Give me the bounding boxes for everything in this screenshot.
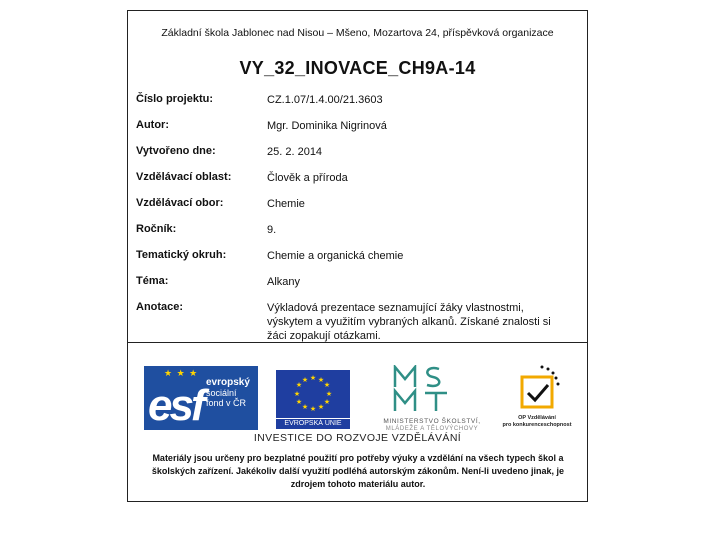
info-value: Chemie a organická chemie xyxy=(267,250,404,262)
info-row-subject xyxy=(136,197,581,223)
op-logo xyxy=(498,363,576,433)
eu-logo xyxy=(276,370,350,430)
info-row-topic xyxy=(136,275,581,301)
msmt-mark xyxy=(391,365,471,419)
info-row-area xyxy=(136,171,581,197)
op-emblem-icon xyxy=(498,363,576,413)
info-label: Ročník: xyxy=(136,223,177,235)
info-row-project xyxy=(136,93,581,119)
svg-text:★: ★ xyxy=(325,390,333,398)
msmt-line2: MLÁDEŽE A TĚLOVÝCHOVY xyxy=(385,426,479,432)
op-line1: OP Vzdělávání xyxy=(518,415,556,421)
logo-strip xyxy=(128,353,587,433)
svg-text:★: ★ xyxy=(295,398,303,406)
esf-line1: evropský xyxy=(206,377,250,388)
msmt-logo xyxy=(373,365,491,433)
svg-text:★: ★ xyxy=(295,381,303,389)
eu-caption: EVROPSKÁ UNIE xyxy=(276,419,350,429)
info-value: 25. 2. 2014 xyxy=(267,146,323,158)
info-label: Téma: xyxy=(136,275,169,287)
esf-line3: fond v ČR xyxy=(206,398,247,408)
svg-text:★: ★ xyxy=(309,405,317,413)
info-label: Vytvořeno dne: xyxy=(136,145,216,157)
svg-text:★: ★ xyxy=(317,403,325,411)
info-value: Mgr. Dominika Nigrinová xyxy=(267,120,387,132)
info-label: Anotace: xyxy=(136,301,184,313)
svg-text:★: ★ xyxy=(293,390,301,398)
info-label: Vzdělávací oblast: xyxy=(136,171,232,183)
project-info-table xyxy=(136,93,581,351)
investment-slogan: INVESTICE DO ROZVOJE VZDĚLÁVÁNÍ xyxy=(253,432,462,444)
star-icon: ★ ★ ★ xyxy=(164,368,199,378)
info-row-grade xyxy=(136,223,581,249)
info-row-annotation xyxy=(136,301,581,351)
info-value: CZ.1.07/1.4.00/21.3603 xyxy=(267,94,383,106)
usage-notice: Materiály jsou určeny pro bezplatné použití pro potřeby výuky a vzdělání na všech typech škol a školských zařízení. Jakékoliv další využití podléhá autorským zákonům. Není-li uvedeno jinak, je zdrojem tohoto materiálu autor. xyxy=(151,453,565,489)
info-value: Chemie xyxy=(267,198,305,210)
svg-text:★: ★ xyxy=(317,376,325,384)
info-value: Alkany xyxy=(267,276,301,288)
esf-line2: sociální xyxy=(206,388,237,398)
op-line2: pro konkurenceschopnost xyxy=(502,422,572,428)
section-divider xyxy=(128,342,587,343)
info-value: 9. xyxy=(267,224,277,236)
esf-logo xyxy=(144,366,258,430)
info-row-created xyxy=(136,145,581,171)
title-sheet xyxy=(127,10,588,502)
info-value: Výkladová prezentace seznamující žáky vlastnostmi, výskytem a využitím vybraných alkanů. Získané znalosti si žáci zopakují otázkami. xyxy=(267,302,551,342)
svg-text:★: ★ xyxy=(301,376,309,384)
esf-mark: esf xyxy=(148,381,203,430)
info-label: Číslo projektu: xyxy=(136,93,214,105)
op-caption xyxy=(498,415,576,429)
school-name: Základní škola Jablonec nad Nisou – Mšeno, Mozartova 24, příspěvková organizace xyxy=(161,27,554,39)
svg-text:★: ★ xyxy=(323,381,331,389)
info-label: Tematický okruh: xyxy=(136,249,227,261)
info-label: Vzdělávací obor: xyxy=(136,197,224,209)
info-label: Autor: xyxy=(136,119,169,131)
info-row-topic-area xyxy=(136,249,581,275)
info-value: Člověk a příroda xyxy=(267,172,348,184)
material-code: VY_32_INOVACE_CH9A-14 xyxy=(239,58,476,78)
svg-text:★: ★ xyxy=(301,403,309,411)
msmt-line1: MINISTERSTVO ŠKOLSTVÍ, xyxy=(383,418,481,425)
eu-flag-icon xyxy=(276,370,350,418)
info-row-author xyxy=(136,119,581,145)
svg-text:★: ★ xyxy=(309,374,317,382)
svg-text:★: ★ xyxy=(323,398,331,406)
esf-text xyxy=(206,378,250,408)
